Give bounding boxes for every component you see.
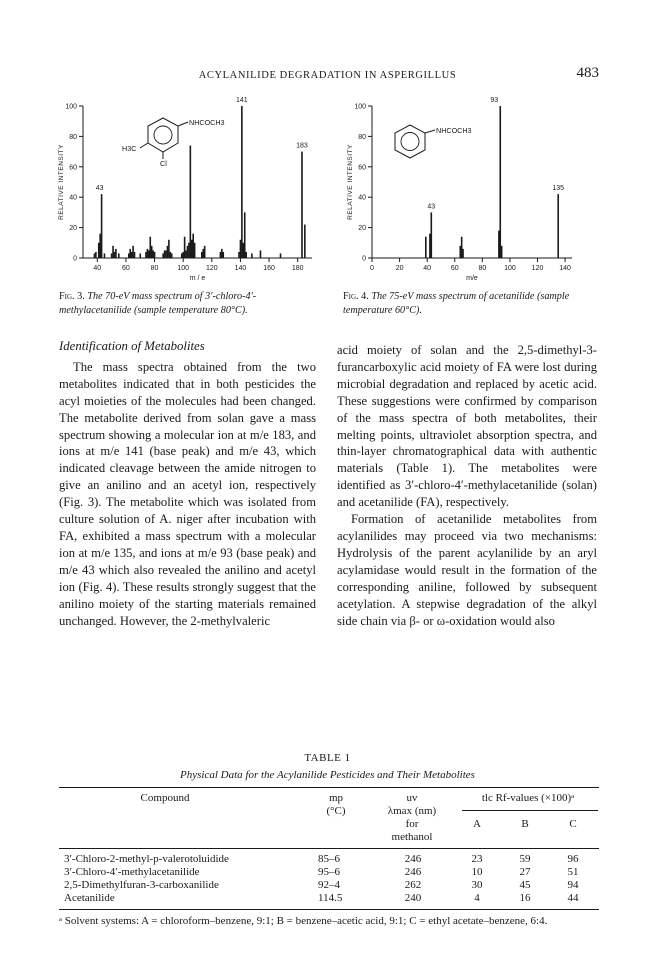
figure3-caption-text: The 70-eV mass spectrum of 3′-chloro-4′-methylacetanilide (sample temperature 80°C). (59, 291, 257, 316)
th-uv-methanol: methanol (391, 831, 433, 843)
table-header-rule (59, 848, 599, 849)
figure4-chart (340, 95, 595, 285)
cell-b: 59 (519, 853, 531, 865)
th-mp: mp (328, 792, 344, 804)
cell-compound: 3′-Chloro-2-methyl-p-valerotoluidide (64, 853, 229, 865)
cell-a: 4 (474, 892, 480, 904)
table-title: TABLE 1 (304, 752, 351, 764)
figure3-peak-label: 43 (95, 185, 104, 193)
figure4-caption-label: Fig. 4. (343, 291, 369, 302)
th-mp-unit: (°C) (326, 805, 346, 817)
figure4-x-tick-label: 80 (478, 265, 487, 272)
figure3-caption-label: Fig. 3. (59, 291, 85, 302)
figure3-peak-label: 183 (296, 142, 308, 150)
cell-uv: 240 (404, 892, 422, 904)
figure3-y-tick-label: 100 (65, 103, 77, 111)
cell-uv: 262 (404, 879, 422, 891)
figure4-x-tick-label: 40 (423, 265, 432, 272)
figure4-y-tick-label: 80 (358, 133, 366, 141)
figure4-structure (395, 125, 472, 158)
left-column (59, 338, 316, 629)
figure4-x-tick-label: 20 (395, 265, 404, 272)
figure4-y-tick-label: 100 (354, 103, 366, 111)
figure3-y-tick-label: 60 (69, 164, 77, 172)
running-head: ACYLANILIDE DEGRADATION IN ASPERGILLUS (198, 70, 457, 81)
figure3-cl-label: Cl (160, 159, 167, 168)
cell-compound: 3′-Chloro-4′-methylacetanilide (64, 866, 200, 878)
figure3-x-tick-label: 120 (205, 265, 218, 272)
figure3-y-axis-label: RELATIVE INTENSITY (58, 144, 65, 220)
right-paragraph-1: acid moiety of solan and the 2,5-dimethyl-3-furancarboxylic acid moiety of FA were lost during microbial degradation and replaced by acetic acid. These suggestions were confirmed by comparison of the mass spectra of both metabolites, their melting points, ultraviolet absorption spectra, and thin-layer chromatographical data with authentic materials (Table 1). The metabolites were identified as 3′-chloro-4′-methylacetanilide (solan) and acetanilide (FA), respectively. (337, 343, 597, 510)
figure4-x-tick-label: 60 (450, 265, 459, 272)
cell-mp: 95–6 (318, 866, 340, 878)
th-compound: Compound (140, 792, 190, 804)
figure3-x-tick-label: 80 (150, 265, 159, 272)
left-paragraph-1: The mass spectra obtained from the two metabolites indicated that in both pesticides the acyl moieties of the molecules had been changed. The metabolite derived from solan gave a mass spectrum showing a molecular ion at m/e 183, and ions at m/e 141 (base peak) and m/e 43, which indicated cleavage between the amide nitrogen to give an anilino and an acetyl ion, respectively (Fig. 3). The metabolite which was isolated from culture solution of A. niger after incubation with FA, exhibited a mass spectrum with a molecular ion at m/e 135, and ions at m/e 93 (base peak) and m/e 43 which also revealed the anilino and acetyl ion (Fig. 4). These results strongly suggest that the anilino moiety of the starting materials remained unchanged. However, the 2-methylvaleric (59, 359, 316, 628)
figure3-chart (50, 95, 325, 285)
figure4-x-tick-label: 0 (370, 265, 374, 272)
th-tlc: tlc Rf-values (×100)ᵃ (481, 792, 575, 804)
cell-mp: 92–4 (318, 879, 340, 891)
figure4-peak-label: 43 (427, 203, 436, 211)
figure3-nhcoch3-label: NHCOCH3 (189, 118, 225, 127)
section-heading: Identification of Metabolites (59, 339, 205, 353)
figure4-y-tick-label: 0 (362, 255, 366, 263)
figure4-y-tick-label: 20 (358, 225, 366, 233)
figure3-y-tick-label: 20 (69, 225, 77, 233)
th-c: C (569, 818, 577, 830)
figure4-peak-label: 135 (552, 185, 565, 193)
cell-b: 45 (519, 879, 531, 891)
table-subtitle: Physical Data for the Acylanilide Pesticides and Their Metabolites (180, 769, 475, 781)
cell-c: 96 (567, 853, 579, 865)
figure3-x-tick-label: 100 (177, 265, 190, 272)
figure3-peak-label: 141 (236, 97, 248, 104)
figure4-peak-label: 93 (490, 97, 499, 104)
cell-a: 30 (471, 879, 483, 891)
figure4-y-axis-label: RELATIVE INTENSITY (347, 144, 354, 220)
figure4-x-tick-label: 100 (504, 265, 516, 272)
figure3-y-tick-label: 0 (73, 255, 77, 263)
cell-mp: 85–6 (318, 853, 340, 865)
figure4-nhcoch3-label: NHCOCH3 (436, 126, 472, 135)
cell-a: 23 (471, 853, 483, 865)
cell-mp: 114.5 (318, 892, 343, 904)
tlc-span-rule (462, 810, 598, 811)
cell-compound: 2,5-Dimethylfuran-3-carboxanilide (64, 879, 219, 891)
figure3-x-tick-label: 160 (263, 265, 275, 272)
cell-b: 16 (519, 892, 531, 904)
figure3-x-tick-label: 40 (93, 265, 102, 272)
figure3-caption (59, 290, 312, 318)
figure3-y-tick-label: 40 (69, 194, 77, 202)
table-bottom-rule (59, 909, 599, 910)
figure4-y-tick-label: 40 (358, 194, 366, 202)
figure3-h3c-label: H3C (122, 144, 137, 153)
figure3-y-tick-label: 80 (69, 133, 77, 141)
cell-c: 44 (567, 892, 579, 904)
figure3-x-tick-label: 140 (234, 265, 247, 272)
th-b: B (521, 818, 529, 830)
figure4-caption (343, 290, 598, 318)
right-paragraph-2: Formation of acetanilide metabolites from acylanilides may proceed via two mechanisms: Hydrolysis of the parent acylanilide by an aryl acylamidase would result in the formation of the corresponding aniline, followed by subsequent acetylation. A stepwise degradation of the alkyl side chain via β- or ω-oxidation would also (337, 512, 597, 628)
figure3-x-axis-label: m / e (189, 275, 206, 282)
cell-c: 51 (567, 866, 579, 878)
right-column (337, 342, 597, 629)
figure3-x-tick-label: 180 (291, 265, 304, 272)
figure4-y-tick-label: 60 (358, 164, 366, 172)
figure4-x-tick-label: 140 (559, 265, 571, 272)
figure3-structure (122, 118, 225, 168)
page-number: 483 (576, 65, 599, 81)
th-a: A (473, 818, 481, 830)
cell-uv: 246 (404, 853, 422, 865)
figure4-x-tick-label: 120 (531, 265, 544, 272)
th-uv: uv (406, 792, 418, 804)
cell-uv: 246 (404, 866, 422, 878)
cell-c: 94 (567, 879, 579, 891)
th-uv-lambda: λmax (nm) (387, 805, 437, 817)
cell-a: 10 (471, 866, 483, 878)
cell-compound: Acetanilide (64, 892, 115, 904)
table-footnote: ᵃ Solvent systems: A = chloroform–benzene, 9:1; B = benzene–acetic acid, 9:1; C = ethyl acetate–benzene, 6:4. (59, 915, 548, 927)
table-top-rule (59, 787, 599, 788)
figure4-caption-text: The 75-eV mass spectrum of acetanilide (sample temperature 60°C). (343, 291, 570, 316)
figure3-x-tick-label: 60 (122, 265, 130, 272)
figure4-x-axis-label: m/e (466, 275, 478, 282)
th-uv-for: for (405, 818, 419, 830)
cell-b: 27 (519, 866, 531, 878)
